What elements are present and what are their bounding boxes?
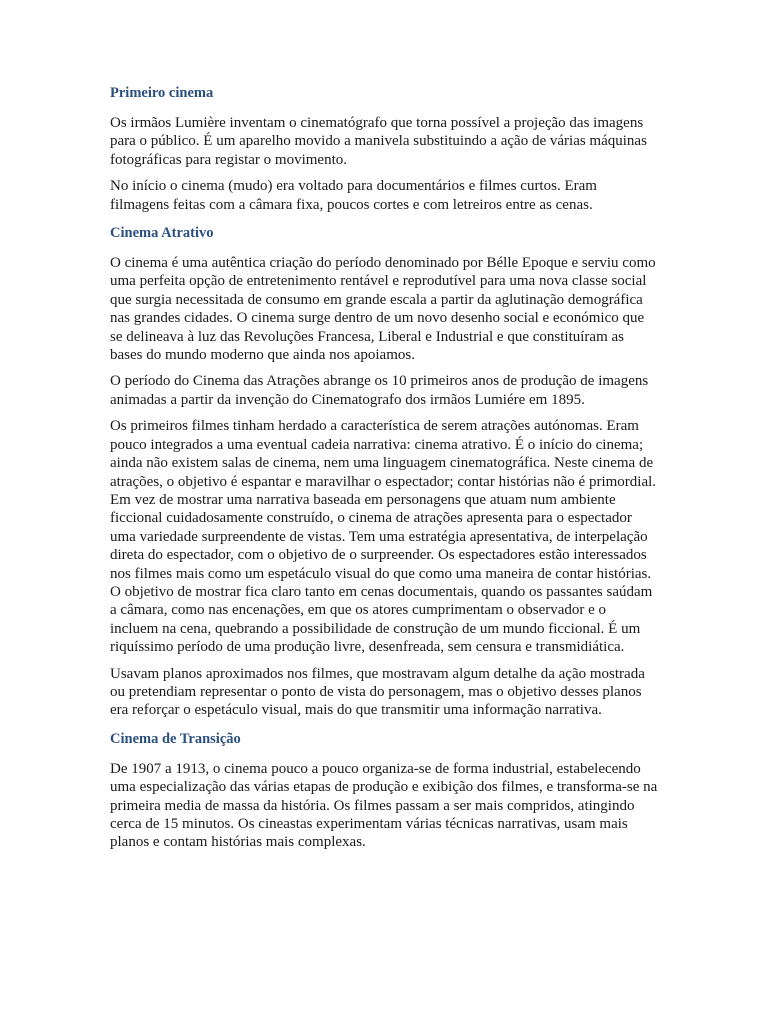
section-cinema-atrativo [110,224,658,720]
paragraph: O cinema é uma autêntica criação do período denominado por Bélle Epoque e serviu como uma perfeita opção de entretenimento rentável e reprodutível para uma nova classe social que surgia necessitada de consumo em grande escala a partir da aglutinação demográfica nas grandes cidades. O cinema surge dentro de um novo desenho social e económico que se delineava à luz das Revoluções Francesa, Liberal e Industrial e que constituíram as bases do mundo moderno que ainda nos apoiamos. [110,255,656,364]
section-cinema-de-transicao [110,730,658,852]
paragraph: De 1907 a 1913, o cinema pouco a pouco organiza-se de forma industrial, estabelecendo uma especialização das várias etapas de produção e exibição dos filmes, e transforma-se na primeira media de massa da história. Os filmes passam a ser mais compridos, atingindo cerca de 15 minutos. Os cineastas experimentam várias técnicas narrativas, usam mais planos e contam histórias mais complexas. [110,760,658,851]
section-heading: Cinema de Transição [110,730,241,747]
paragraph: No início o cinema (mudo) era voltado para documentários e filmes curtos. Eram filmagens feitas com a câmara fixa, poucos cortes e com letreiros entre as cenas. [110,178,597,213]
section-heading: Primeiro cinema [110,85,214,101]
paragraph: Os primeiros filmes tinham herdado a característica de serem atrações autónomas. Eram pouco integrados a uma eventual cadeia narrativa: cinema atrativo. É o início do cinema; ainda não existem salas de cinema, nem uma linguagem cinematográfica. Neste cinema de atrações, o objetivo é espantar e maravilhar o espectador; contar histórias não é primordial. Em vez de mostrar uma narrativa baseada em personagens que atuam num ambiente ficcional cuidadosamente construído, o cinema de atrações apresenta para o espectador uma variedade surpreendente de vistas. Tem uma estratégia apresentativa, de interpelação direta do espectador, com o objetivo de o surpreender. Os espectadores estão interessados nos filmes mais como um espetáculo visual do que como uma maneira de contar histórias. O objetivo de mostrar fica claro tanto em cenas documentais, quando os passantes saúdam a câmara, como nas encenações, em que os atores cumprimentam o observador e o incluem na cena, quebrando a possibilidade de construção de um mundo ficcional. É um riquíssimo período de uma produção livre, desenfreada, sem censura e transmidiática. [110,418,657,656]
paragraph: Usavam planos aproximados nos filmes, que mostravam algum detalhe da ação mostrada ou pretendiam representar o ponto de vista do personagem, mas o objetivo desses planos era reforçar o espetáculo visual, mais do que transmitir uma informação narrativa. [110,665,645,719]
paragraph: O período do Cinema das Atrações abrange os 10 primeiros anos de produção de imagens animadas a partir da invenção do Cinematografo dos irmãos Lumiére em 1895. [110,373,649,408]
paragraph: Os irmãos Lumière inventam o cinematógrafo que torna possível a projeção das imagens para o público. É um aparelho movido a manivela substituindo a ação de várias máquinas fotográficas para registar o movimento. [110,115,647,168]
document-page [110,84,658,860]
section-primeiro-cinema [110,84,658,214]
section-heading: Cinema Atrativo [110,225,214,242]
